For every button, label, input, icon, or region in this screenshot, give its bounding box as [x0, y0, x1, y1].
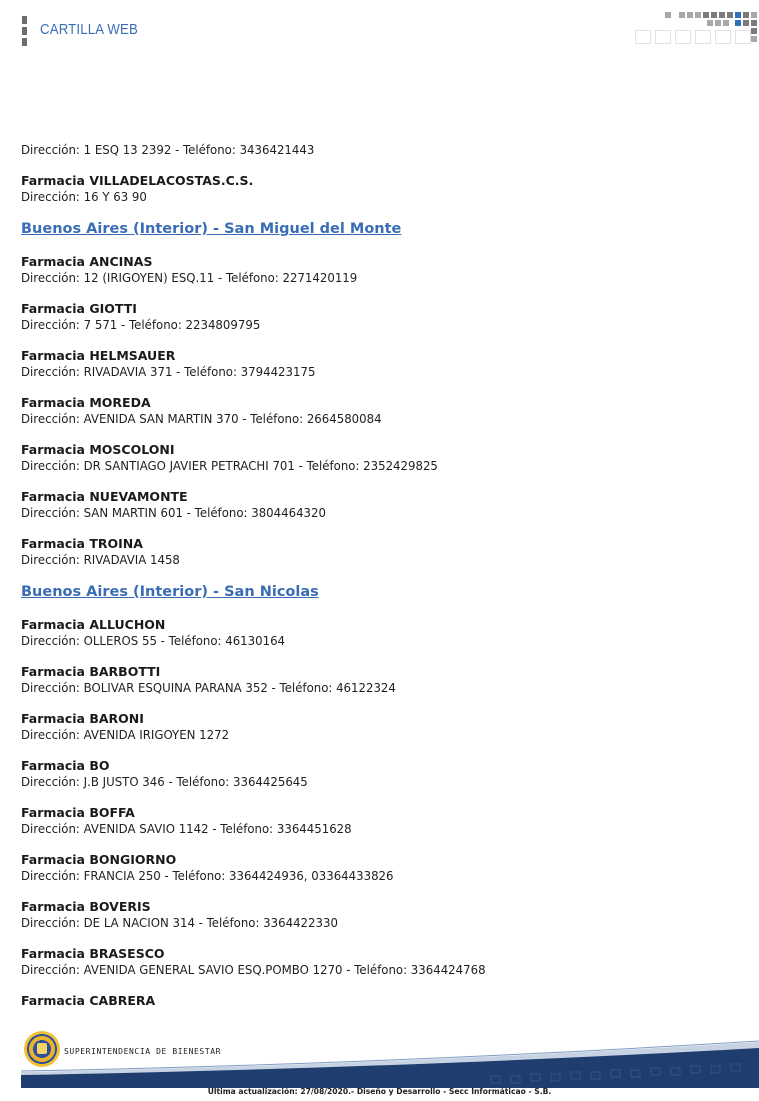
list-item: [21, 173, 741, 205]
entry-address: Dirección: AVENIDA SAN MARTIN 370 - Teléfono: 2664580084: [21, 411, 382, 426]
entry-name: Farmacia BRASESCO: [21, 946, 165, 961]
list-item: [21, 395, 741, 427]
entry-address: Dirección: SAN MARTIN 601 - Teléfono: 3804464320: [21, 505, 326, 520]
list-item: [21, 254, 741, 286]
entry-address: Dirección: RIVADAVIA 371 - Teléfono: 3794423175: [21, 364, 316, 379]
entry-name: Farmacia NUEVAMONTE: [21, 489, 188, 504]
entry-address: Dirección: BOLIVAR ESQUINA PARANA 352 - Teléfono: 46122324: [21, 680, 396, 695]
entry-address: Dirección: OLLEROS 55 - Teléfono: 46130164: [21, 633, 286, 648]
section-heading[interactable]: Buenos Aires (Interior) - San Miguel del Monte: [21, 221, 402, 237]
list-item: [21, 711, 741, 743]
list-item: [21, 489, 741, 521]
footer-note: Ultima actualización: 27/08/2020.- Diseño y Desarrollo - Secc Informáticao - S.B.: [207, 1087, 552, 1096]
page-title: CARTILLA WEB: [40, 21, 138, 38]
entry-address: Dirección: RIVADAVIA 1458: [21, 552, 180, 567]
list-item: [21, 442, 741, 474]
entry-address: Dirección: DR SANTIAGO JAVIER PETRACHI 701 - Teléfono: 2352429825: [21, 458, 438, 473]
entry-name: Farmacia BARONI: [21, 711, 144, 726]
entry-name: Farmacia VILLADELACOSTAS.C.S.: [21, 173, 254, 188]
entry-address: Dirección: DE LA NACION 314 - Teléfono: 3364422330: [21, 915, 338, 930]
entry-address: Dirección: FRANCIA 250 - Teléfono: 3364424936, 03364433826: [21, 868, 394, 883]
list-item: [21, 805, 741, 837]
entry-name: Farmacia MOREDA: [21, 395, 151, 410]
list-item: [21, 946, 741, 978]
seal-emblem-icon: [24, 1031, 60, 1067]
entry-address: Dirección: 16 Y 63 90: [21, 189, 147, 204]
entry-name: Farmacia GIOTTI: [21, 301, 137, 316]
pixel-grid-logo-icon: [635, 12, 759, 46]
entry-name: Farmacia BOFFA: [21, 805, 135, 820]
entry-name: Farmacia BONGIORNO: [21, 852, 177, 867]
entry-name: Farmacia TROINA: [21, 536, 143, 551]
org-name: SUPERINTENDENCIA DE BIENESTAR: [64, 1047, 222, 1056]
list-item: [21, 758, 741, 790]
list-item: [21, 536, 741, 568]
list-item: [21, 301, 741, 333]
list-item: [21, 899, 741, 931]
entry-address: Dirección: J.B JUSTO 346 - Teléfono: 3364425645: [21, 774, 308, 789]
entry-address: Dirección: AVENIDA IRIGOYEN 1272: [21, 727, 230, 742]
entry-name: Farmacia MOSCOLONI: [21, 442, 175, 457]
entry-name: Farmacia HELMSAUER: [21, 348, 176, 363]
entry-name: Farmacia ALLUCHON: [21, 617, 166, 632]
entry-name: Farmacia CABRERA: [21, 993, 156, 1008]
list-item: [21, 993, 741, 1009]
list-item: [21, 348, 741, 380]
entry-address: Dirección: 12 (IRIGOYEN) ESQ.11 - Teléfono: 2271420119: [21, 270, 358, 285]
section-heading[interactable]: Buenos Aires (Interior) - San Nicolas: [21, 584, 319, 600]
list-item: [21, 617, 741, 649]
pharmacy-list: [21, 142, 741, 1024]
entry-address: Dirección: 7 571 - Teléfono: 2234809795: [21, 317, 261, 332]
entry-name: Farmacia BO: [21, 758, 110, 773]
entry-address: Dirección: AVENIDA GENERAL SAVIO ESQ.POMBO 1270 - Teléfono: 3364424768: [21, 962, 486, 977]
list-item: [21, 142, 741, 158]
footer-wave-band: [21, 1038, 759, 1088]
entry-name: Farmacia ANCINAS: [21, 254, 153, 269]
entry-name: Farmacia BARBOTTI: [21, 664, 161, 679]
entry-name: Farmacia BOVERIS: [21, 899, 151, 914]
list-item: [21, 852, 741, 884]
list-item: [21, 664, 741, 696]
entry-address: Dirección: 1 ESQ 13 2392 - Teléfono: 3436421443: [21, 142, 315, 157]
entry-address: Dirección: AVENIDA SAVIO 1142 - Teléfono: 3364451628: [21, 821, 352, 836]
